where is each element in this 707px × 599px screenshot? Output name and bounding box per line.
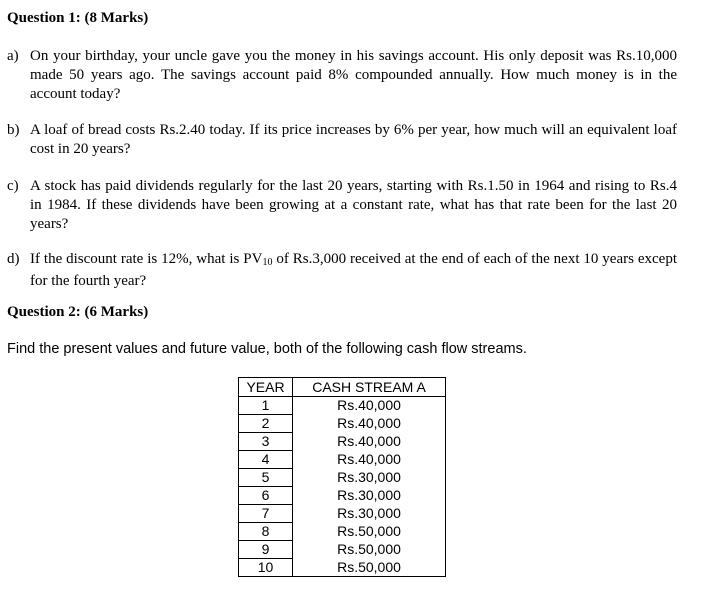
part-text: A loaf of bread costs Rs.2.40 today. If its price increases by 6% per year, how much will an equivalent loaf cost in 20 years?	[30, 122, 677, 157]
year-cell: 6	[239, 487, 293, 505]
part-text-after: of Rs.3,000 received at the end of each of the next 10 years except for the fourth year?	[30, 251, 677, 289]
part-label: b)	[7, 122, 20, 138]
table-row	[239, 451, 446, 469]
amount-cell: Rs.40,000	[293, 415, 446, 433]
part-label: a)	[7, 48, 19, 64]
table-row	[239, 541, 446, 559]
question-2-intro: Find the present values and future value, both of the following cash flow streams.	[7, 341, 527, 357]
table-row	[239, 433, 446, 451]
amount-cell: Rs.40,000	[293, 451, 446, 469]
amount-cell: Rs.50,000	[293, 559, 446, 577]
amount-cell: Rs.50,000	[293, 541, 446, 559]
year-cell: 1	[239, 397, 293, 415]
year-cell: 5	[239, 469, 293, 487]
part-text: A stock has paid dividends regularly for the last 20 years, starting with Rs.1.50 in 1964 and rising to Rs.4 in 1984. If these dividends have been growing at a constant rate, what has that rate been for the last 20 years?	[30, 178, 677, 232]
cash-stream-table	[238, 377, 446, 577]
table-row	[239, 559, 446, 577]
year-cell: 8	[239, 523, 293, 541]
year-cell: 3	[239, 433, 293, 451]
table-row	[239, 415, 446, 433]
table-row	[239, 397, 446, 415]
part-label: d)	[7, 251, 20, 267]
year-cell: 2	[239, 415, 293, 433]
year-cell: 7	[239, 505, 293, 523]
amount-cell: Rs.30,000	[293, 505, 446, 523]
table-header-row	[239, 378, 446, 397]
amount-cell: Rs.30,000	[293, 487, 446, 505]
amount-cell: Rs.50,000	[293, 523, 446, 541]
pv-subscript: 10	[262, 257, 273, 268]
part-text-before: If the discount rate is 12%, what is PV	[30, 251, 263, 267]
table-row	[239, 505, 446, 523]
question-1-title: Question 1: (8 Marks)	[7, 10, 149, 26]
table-row	[239, 487, 446, 505]
part-label: c)	[7, 178, 19, 194]
amount-cell: Rs.40,000	[293, 433, 446, 451]
cash-stream-column-header: CASH STREAM A	[293, 378, 446, 397]
amount-cell: Rs.30,000	[293, 469, 446, 487]
question-2-title: Question 2: (6 Marks)	[7, 304, 149, 320]
question-1-part-a	[7, 47, 677, 104]
year-cell: 9	[239, 541, 293, 559]
question-1-part-c	[7, 177, 677, 234]
amount-cell: Rs.40,000	[293, 397, 446, 415]
year-column-header: YEAR	[239, 378, 293, 397]
part-text	[30, 250, 677, 291]
table-row	[239, 523, 446, 541]
year-cell: 4	[239, 451, 293, 469]
table-row	[239, 469, 446, 487]
part-text: On your birthday, your uncle gave you the money in his savings account. His only deposit was Rs.10,000 made 50 years ago. The savings account paid 8% compounded annually. How much money is in the account today?	[30, 48, 677, 102]
question-1-part-d	[7, 250, 677, 291]
question-1-part-b	[7, 121, 677, 159]
year-cell: 10	[239, 559, 293, 577]
